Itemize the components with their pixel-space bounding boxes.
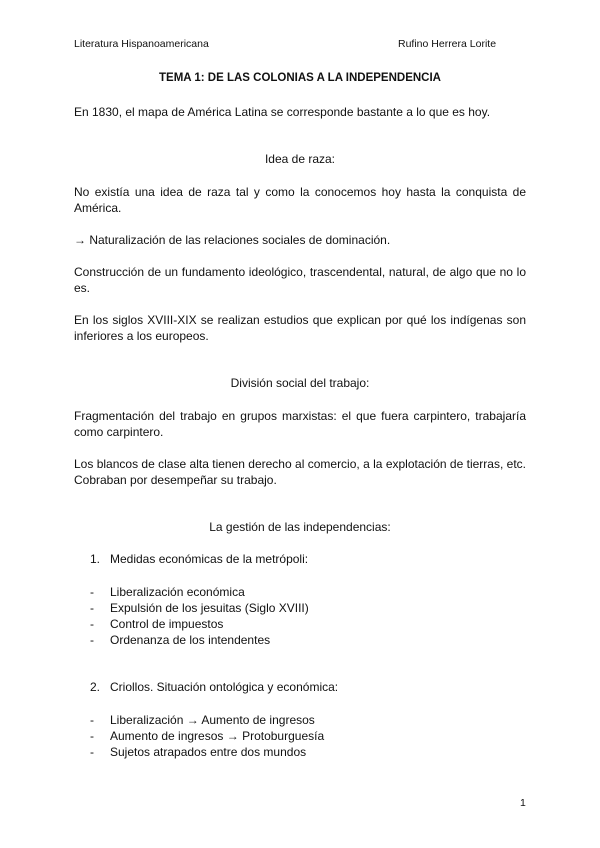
- section-2-number: 2.: [90, 680, 101, 694]
- trabajo-paragraph-1: Fragmentación del trabajo en grupos marxistas: el que fuera carpintero, trabajaría como carpintero.: [74, 409, 526, 439]
- heading-trabajo: División social del trabajo:: [230, 376, 370, 390]
- dash-bullet: -: [90, 745, 94, 759]
- trabajo-paragraph-2: Los blancos de clase alta tienen derecho al comercio, a la explotación de tierras, etc. Cobraban por desempeñar su trabajo.: [74, 457, 526, 487]
- header-course: Literatura Hispanoamericana: [74, 38, 209, 50]
- dash-bullet: -: [90, 633, 94, 647]
- intro-paragraph: En 1830, el mapa de América Latina se corresponde bastante a lo que es hoy.: [74, 105, 491, 119]
- heading-independencias: La gestión de las independencias:: [209, 520, 391, 534]
- list-item-text: Expulsión de los jesuitas (Siglo XVIII): [110, 601, 309, 615]
- section-1-label: Medidas económicas de la metrópoli:: [110, 552, 309, 566]
- list-item-text: Aumento de ingresos → Protoburguesía: [110, 729, 325, 743]
- raza-paragraph-3: Construcción de un fundamento ideológico, trascendental, natural, de algo que no lo es.: [74, 265, 526, 295]
- list-item: [90, 728, 324, 744]
- list-item-text: Liberalización → Aumento de ingresos: [110, 713, 315, 727]
- list-item: [90, 712, 324, 728]
- section-1-number: 1.: [90, 552, 101, 566]
- dash-bullet: -: [90, 729, 94, 743]
- dash-bullet: -: [90, 601, 94, 615]
- list-item: [90, 584, 309, 600]
- page-number: 1: [520, 797, 526, 809]
- section-1-list: [90, 584, 309, 648]
- heading-raza: Idea de raza:: [264, 152, 336, 166]
- section-2-label: Criollos. Situación ontológica y económica:: [110, 680, 339, 694]
- list-item: [90, 632, 309, 648]
- dash-bullet: -: [90, 617, 94, 631]
- header-author: Rufino Herrera Lorite: [398, 38, 497, 50]
- list-item: [90, 616, 309, 632]
- dash-bullet: -: [90, 713, 94, 727]
- list-item-text: Sujetos atrapados entre dos mundos: [110, 745, 307, 759]
- section-2-list: [90, 712, 324, 760]
- dash-bullet: -: [90, 585, 94, 599]
- raza-paragraph-4: En los siglos XVIII-XIX se realizan estudios que explican por qué los indígenas son inferiores a los europeos.: [74, 313, 526, 343]
- list-item-text: Control de impuestos: [110, 617, 224, 631]
- list-item-text: Ordenanza de los intendentes: [110, 633, 271, 647]
- list-item-text: Liberalización económica: [110, 585, 245, 599]
- document-title: TEMA 1: DE LAS COLONIAS A LA INDEPENDENCIA: [159, 72, 441, 84]
- list-item: [90, 600, 309, 616]
- list-item: [90, 744, 324, 760]
- raza-paragraph-1: No existía una idea de raza tal y como la conocemos hoy hasta la conquista de América.: [74, 185, 526, 215]
- raza-paragraph-2: → Naturalización de las relaciones sociales de dominación.: [74, 233, 391, 247]
